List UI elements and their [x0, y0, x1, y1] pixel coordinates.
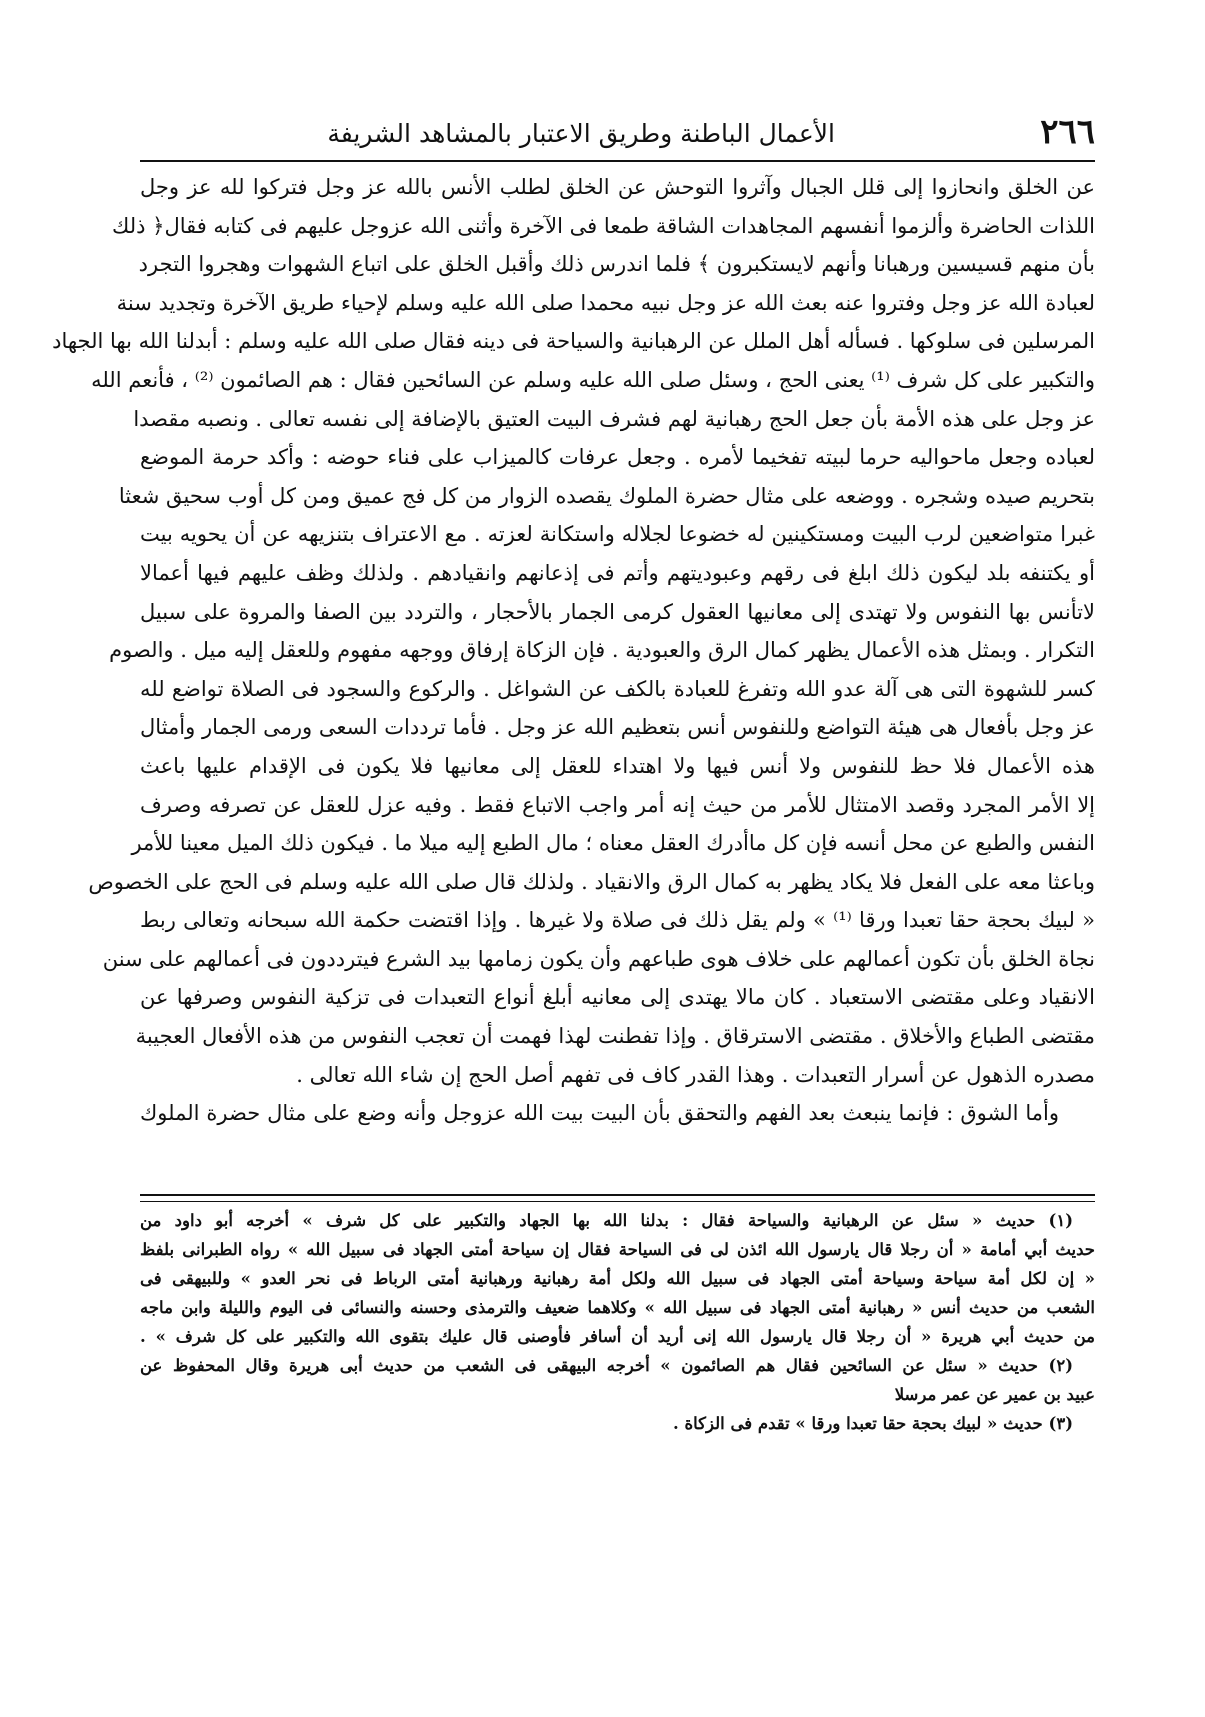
paragraph-start-line: وأما الشوق : فإنما ينبعث بعد الفهم والتحقق بأن البيت بيت الله عزوجل وأنه وضع على مثال حضرة الملوك — [140, 1101, 1059, 1126]
footnote-line: من حديث أبي هريرة « أن رجلا قال يارسول الله إنى أريد أن أسافر فأوصنى قال عليك بتقوى الله والتكبير على كل شرف » . — [140, 1327, 1095, 1346]
footnote-line: (١) حديث « سئل عن الرهبانية والسياحة فقال : بدلنا الله بها الجهاد والتكبير على كل شرف » أخرجه أبو داود من — [140, 1211, 1073, 1230]
text-line: لعبادة الله عز وجل وفتروا عنه بعث الله عز وجل نبيه محمدا صلى الله عليه وسلم لإحياء طريق الآخرة وتجديد سنة — [116, 290, 1095, 315]
footnote-line: الشعب من حديث أنس « رهبانية أمتى الجهاد فى سبيل الله » وكلاهما ضعيف والترمذى وحسنه والنسائى فى اليوم والليلة وابن ماجه — [140, 1298, 1095, 1317]
footnote-line: (٢) حديث « سئل عن السائحين فقال هم الصائمون » أخرجه البيهقى فى الشعب من حديث أبى هريرة وقال المحفوظ عن — [140, 1356, 1073, 1375]
text-line: لاتأنس بها النفوس ولا تهتدى إلى معانيها العقول كرمى الجمار بالأحجار ، والتردد بين الصفا والمروة على سبيل — [140, 599, 1095, 624]
text-line: اللذات الحاضرة وألزموا أنفسهم المجاهدات الشاقة طمعا فى الآخرة وأثنى الله عزوجل عليهم فى كتابه فقال﴿ ذلك — [112, 213, 1095, 238]
text-line: كسر للشهوة التى هى آلة عدو الله وتفرغ للعبادة بالكف عن الشواغل . والركوع والسجود فى الصلاة تواضع لله — [140, 676, 1095, 701]
footnote-line: حديث أبي أمامة « أن رجلا قال يارسول الله ائذن لى فى السياحة فقال إن سياحة أمتى الجهاد فى سبيل الله » رواه الطبرانى بلفظ — [140, 1240, 1095, 1259]
text-line: هذه الأعمال فلا حظ للنفوس ولا أنس فيها ولا اهتداء للعقل إلى معانيها فلا يكون فى الإقدام عليها باعث — [140, 753, 1095, 778]
text-line: المرسلين فى سلوكها . فسأله أهل الملل عن الرهبانية والسياحة فى دينه فقال صلى الله عليه وسلم : أبدلنا الله بها الجهاد — [52, 329, 1095, 354]
header-divider — [140, 160, 1095, 162]
footnote-divider — [140, 1194, 1095, 1202]
text-line: نجاة الخلق بأن تكون أعمالهم على خلاف هوى طباعهم وأن يكون زمامها بيد الشرع فيترددون فى أعمالهم على سنن — [102, 946, 1095, 971]
text-line: بأن منهم قسيسين ورهبانا وأنهم لايستكبرون ﴾ فلما اندرس ذلك وأقبل الخلق على اتباع الشهوات وهجروا التجرد — [138, 252, 1095, 277]
main-text — [52, 168, 1095, 1133]
text-line: عز وجل بأفعال هى هيئة التواضع وللنفوس أنس بتعظيم الله عز وجل . فأما ترددات السعى ورمى الجمار وأمثال — [140, 715, 1095, 740]
text-line: غبرا متواضعين لرب البيت ومستكينين له خضوعا لجلاله واستكانة لعزته . مع الاعتراف بتنزيهه عن أن يحويه بيت — [140, 522, 1095, 547]
text-line: « لبيك بحجة حقا تعبدا ورقا ⁽¹⁾ » ولم يقل ذلك فى صلاة ولا غيرها . وإذا اقتضت حكمة الله سبحانه وتعالى ربط — [140, 908, 1095, 933]
footnotes — [140, 1206, 1095, 1438]
text-line: لعباده وجعل ماحواليه حرما لبيته تفخيما لأمره . وجعل عرفات كالميزاب على فناء حوضه : وأكد حرمة الموضع — [140, 445, 1095, 470]
text-line: التكرار . وبمثل هذه الأعمال يظهر كمال الرق والعبودية . فإن الزكاة إرفاق ووجهه مفهوم وللعقل إليه ميل . والصوم — [109, 638, 1095, 663]
text-line: والتكبير على كل شرف ⁽¹⁾ يعنى الحج ، وسئل صلى الله عليه وسلم عن السائحين فقال : هم الصائمون ⁽²⁾ ، فأنعم الله — [91, 367, 1095, 392]
text-line: بتحريم صيده وشجره . ووضعه على مثال حضرة الملوك يقصده الزوار من كل فج عميق ومن كل أوب سحيق شعثا — [118, 483, 1095, 508]
text-line: الانقياد وعلى مقتضى الاستعباد . كان مالا يهتدى إلى معانيه أبلغ أنواع التعبدات فى تزكية النفوس وصرفها عن — [140, 985, 1095, 1010]
text-line: وباعثا معه على الفعل فلا يكاد يظهر به كمال الرق والانقياد . ولذلك قال صلى الله عليه وسلم فى الحج على الخصوص — [88, 869, 1095, 894]
text-line: عن الخلق وانحازوا إلى قلل الجبال وآثروا التوحش عن الخلق لطلب الأنس بالله عز وجل فتركوا لله عز وجل — [140, 175, 1095, 199]
text-line: إلا الأمر المجرد وقصد الامتثال للأمر من حيث إنه أمر واجب الاتباع فقط . وفيه عزل للعقل عن تصرفه وصرف — [140, 792, 1095, 817]
page-number: ٢٦٦ — [1040, 112, 1095, 152]
text-line: النفس والطبع عن محل أنسه فإن كل ماأدرك العقل معناه ؛ مال الطبع إليه ميلا ما . فيكون ذلك الميل معينا للأمر — [131, 831, 1095, 856]
footnote-line: « إن لكل أمة سياحة وسياحة أمتى الجهاد فى سبيل الله ولكل أمة رهبانية ورهبانية أمتى الرباط فى نحر العدو » وللبيهقى فى — [140, 1269, 1095, 1288]
page-header — [140, 110, 1095, 158]
footnote-line: عبيد بن عمير عن عمر مرسلا — [894, 1385, 1095, 1404]
text-line: مقتضى الطباع والأخلاق . مقتضى الاسترقاق . وإذا تفطنت لهذا فهمت أن تعجب النفوس من هذه الأفعال العجيبة — [135, 1024, 1095, 1049]
paragraph-end-line: مصدره الذهول عن أسرار التعبدات . وهذا القدر كاف فى تفهم أصل الحج إن شاء الله تعالى . — [296, 1062, 1095, 1087]
running-title: الأعمال الباطنة وطريق الاعتبار بالمشاهد الشريفة — [327, 119, 835, 148]
footnote-line: (٣) حديث « لبيك بحجة حقا تعبدا ورقا » تقدم فى الزكاة . — [673, 1414, 1073, 1433]
text-line: عز وجل على هذه الأمة بأن جعل الحج رهبانية لهم فشرف البيت العتيق بالإضافة إلى نفسه تعالى . ونصبه مقصدا — [133, 406, 1095, 431]
text-line: أو يكتنفه بلد ليكون ذلك ابلغ فى رقهم وعبوديتهم وأتم فى إذعانهم وانقيادهم . ولذلك وظف عليهم فيها أعمالا — [140, 560, 1095, 585]
